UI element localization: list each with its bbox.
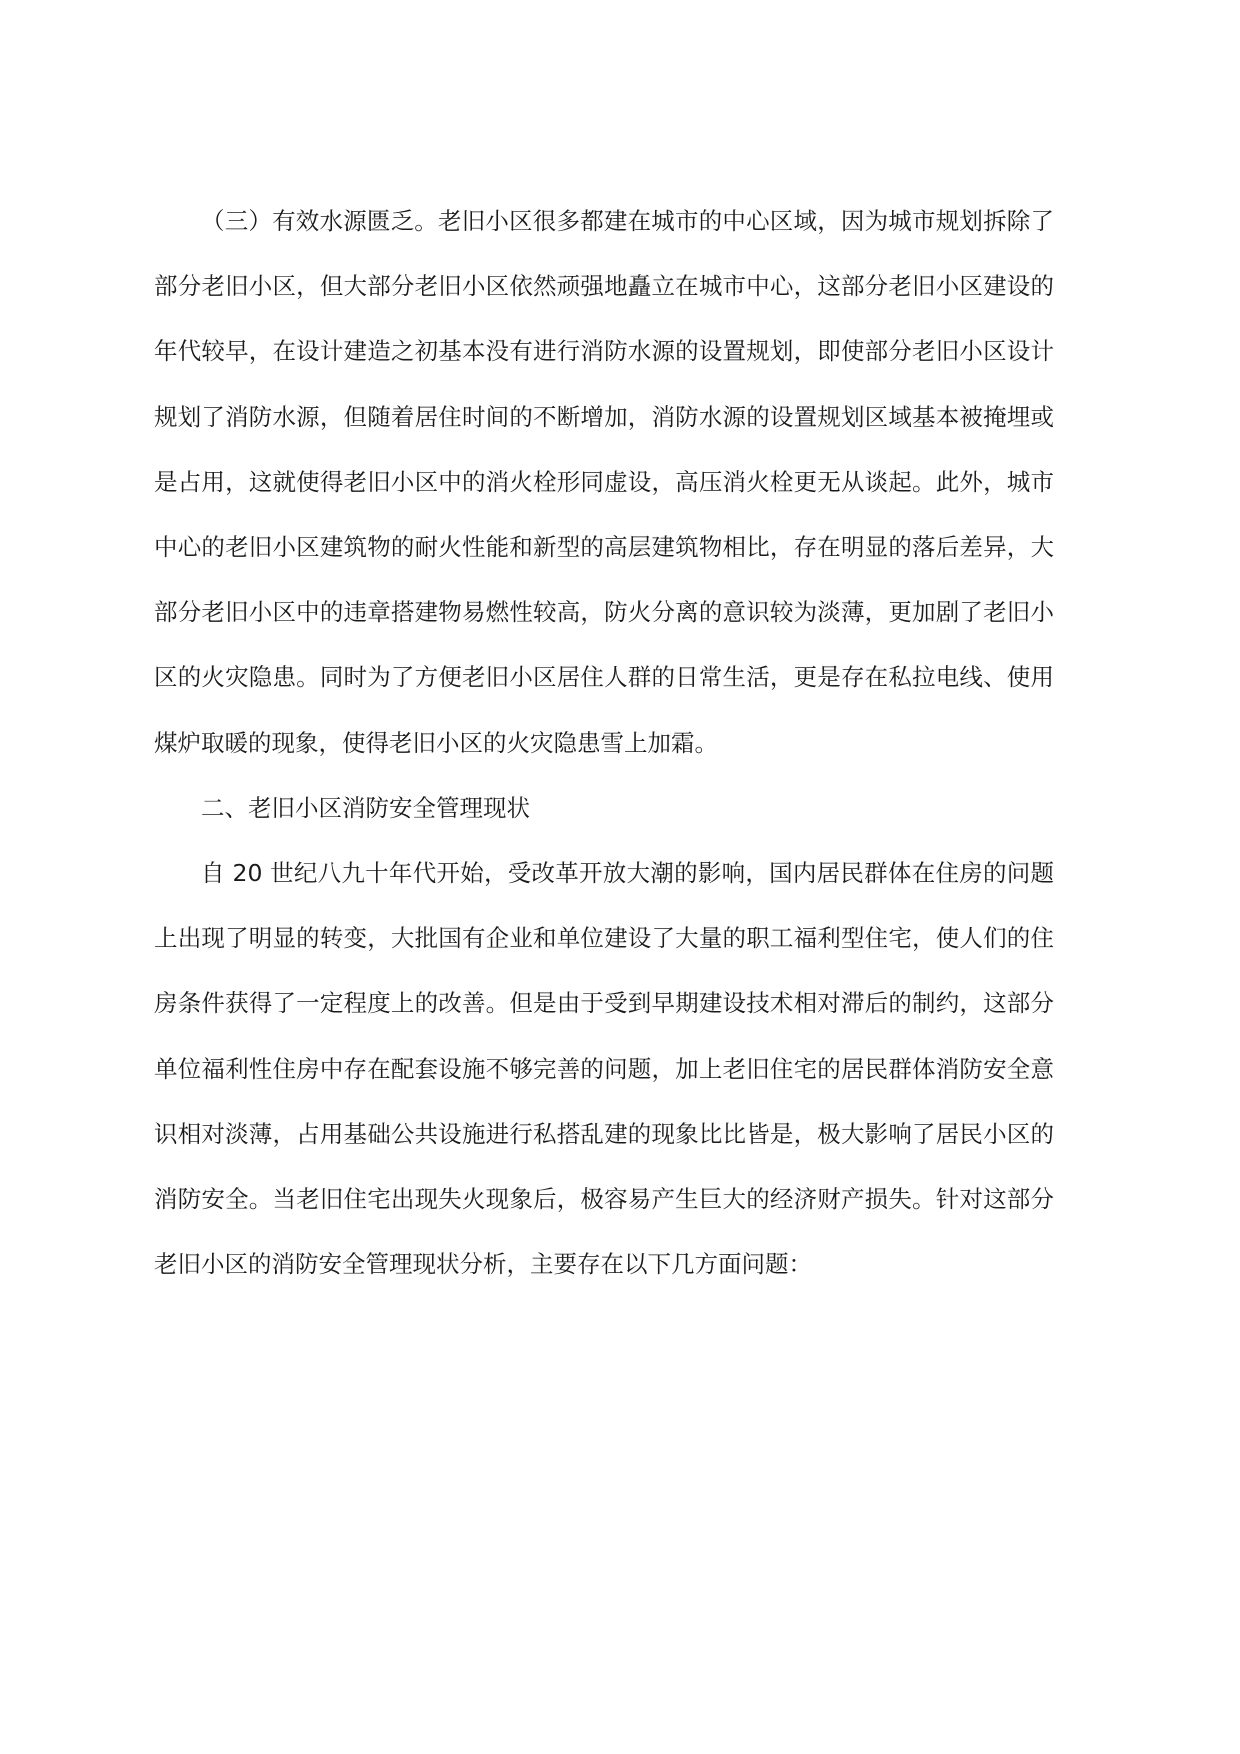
section-heading-fire-safety-status: 二、老旧小区消防安全管理现状 (201, 793, 530, 822)
document-body (154, 189, 1054, 1297)
paragraph-housing-history: 自 20 世纪八九十年代开始，受改革开放大潮的影响，国内居民群体在住房的问题上出现了明显的转变，大批国有企业和单位建设了大量的职工福利型住宅，使人们的住房条件获得了一定程度上的改善。但是由于受到早期建设技术相对滞后的制约，这部分单位福利性住房中存在配套设施不够完善的问题，加上老旧住宅的居民群体消防安全意识相对淡薄，占用基础公共设施进行私搭乱建的现象比比皆是，极大影响了居民小区的消防安全。当老旧住宅出现失火现象后，极容易产生巨大的经济财产损失。针对这部分老旧小区的消防安全管理现状分析，主要存在以下几方面问题： (154, 859, 1054, 1279)
paragraph-water-source: （三）有效水源匮乏。老旧小区很多都建在城市的中心区域，因为城市规划拆除了部分老旧小区，但大部分老旧小区依然顽强地矗立在城市中心，这部分老旧小区建设的年代较早，在设计建造之初基本没有进行消防水源的设置规划，即使部分老旧小区设计规划了消防水源，但随着居住时间的不断增加，消防水源的设置规划区域基本被掩埋或是占用，这就使得老旧小区中的消火栓形同虚设，高压消火栓更无从谈起。此外，城市中心的老旧小区建筑物的耐火性能和新型的高层建筑物相比，存在明显的落后差异，大部分老旧小区中的违章搭建物易燃性较高，防火分离的意识较为淡薄，更加剧了老旧小区的火灾隐患。同时为了方便老旧小区居住人群的日常生活，更是存在私拉电线、使用煤炉取暖的现象，使得老旧小区的火灾隐患雪上加霜。 (154, 207, 1054, 757)
